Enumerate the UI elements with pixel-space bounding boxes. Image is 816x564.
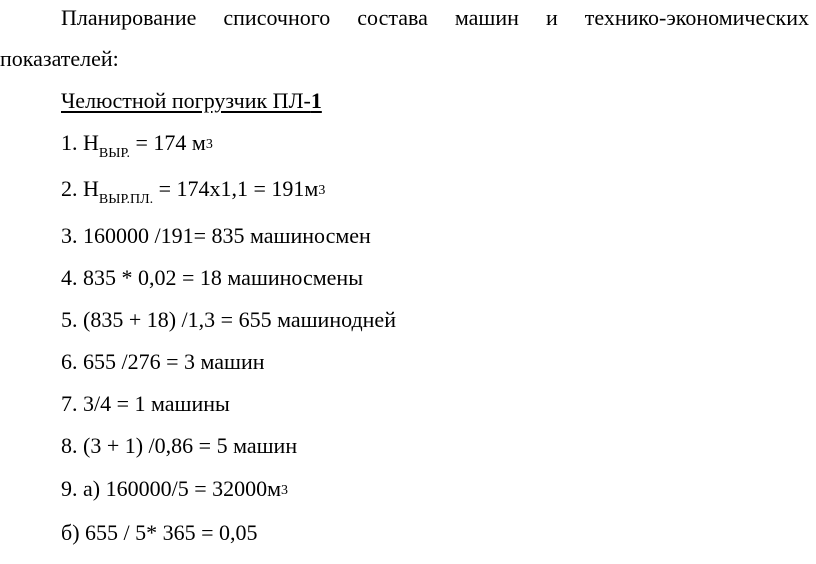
calc-line-1-subscript: ВЫР. — [98, 146, 130, 161]
calc-line-9 — [61, 476, 288, 502]
calc-line-2-subscript: ВЫР.ПЛ. — [98, 192, 154, 207]
calc-line-2-prefix: 2. Н — [61, 176, 99, 201]
calc-line-10: б) 655 / 5* 365 = 0,05 — [61, 520, 258, 545]
calc-line-4: 4. 835 * 0,02 = 18 машиносмены — [61, 265, 363, 290]
calc-line-1-rest: = 174 м — [129, 130, 206, 155]
heading-text: Челюстной погрузчик ПЛ- — [61, 88, 311, 113]
intro-line-2: показателей: — [0, 46, 119, 71]
calc-line-3: 3. 160000 /191= 835 машиносмен — [61, 223, 371, 248]
calc-line-2 — [61, 176, 326, 207]
calc-line-7: 7. 3/4 = 1 машины — [61, 391, 230, 416]
calc-line-1-prefix: 1. Н — [61, 130, 99, 155]
heading-number: 1 — [310, 88, 322, 113]
calc-line-5: 5. (835 + 18) /1,3 = 655 машинодней — [61, 307, 396, 332]
calc-line-8: 8. (3 + 1) /0,86 = 5 машин — [61, 433, 298, 458]
calc-line-1-superscript: 3 — [205, 137, 213, 152]
calc-line-9-superscript: 3 — [281, 483, 289, 498]
calc-line-2-superscript: 3 — [318, 183, 326, 198]
calc-line-1 — [61, 130, 213, 161]
calc-line-6: 6. 655 /276 = 3 машин — [61, 349, 265, 374]
section-heading — [61, 88, 322, 114]
calc-line-9-text: 9. а) 160000/5 = 32000м — [61, 476, 282, 501]
intro-line-1: Планирование списочного состава машин и технико-экономических — [61, 5, 809, 30]
calc-line-2-rest: = 174х1,1 = 191м — [153, 176, 319, 201]
